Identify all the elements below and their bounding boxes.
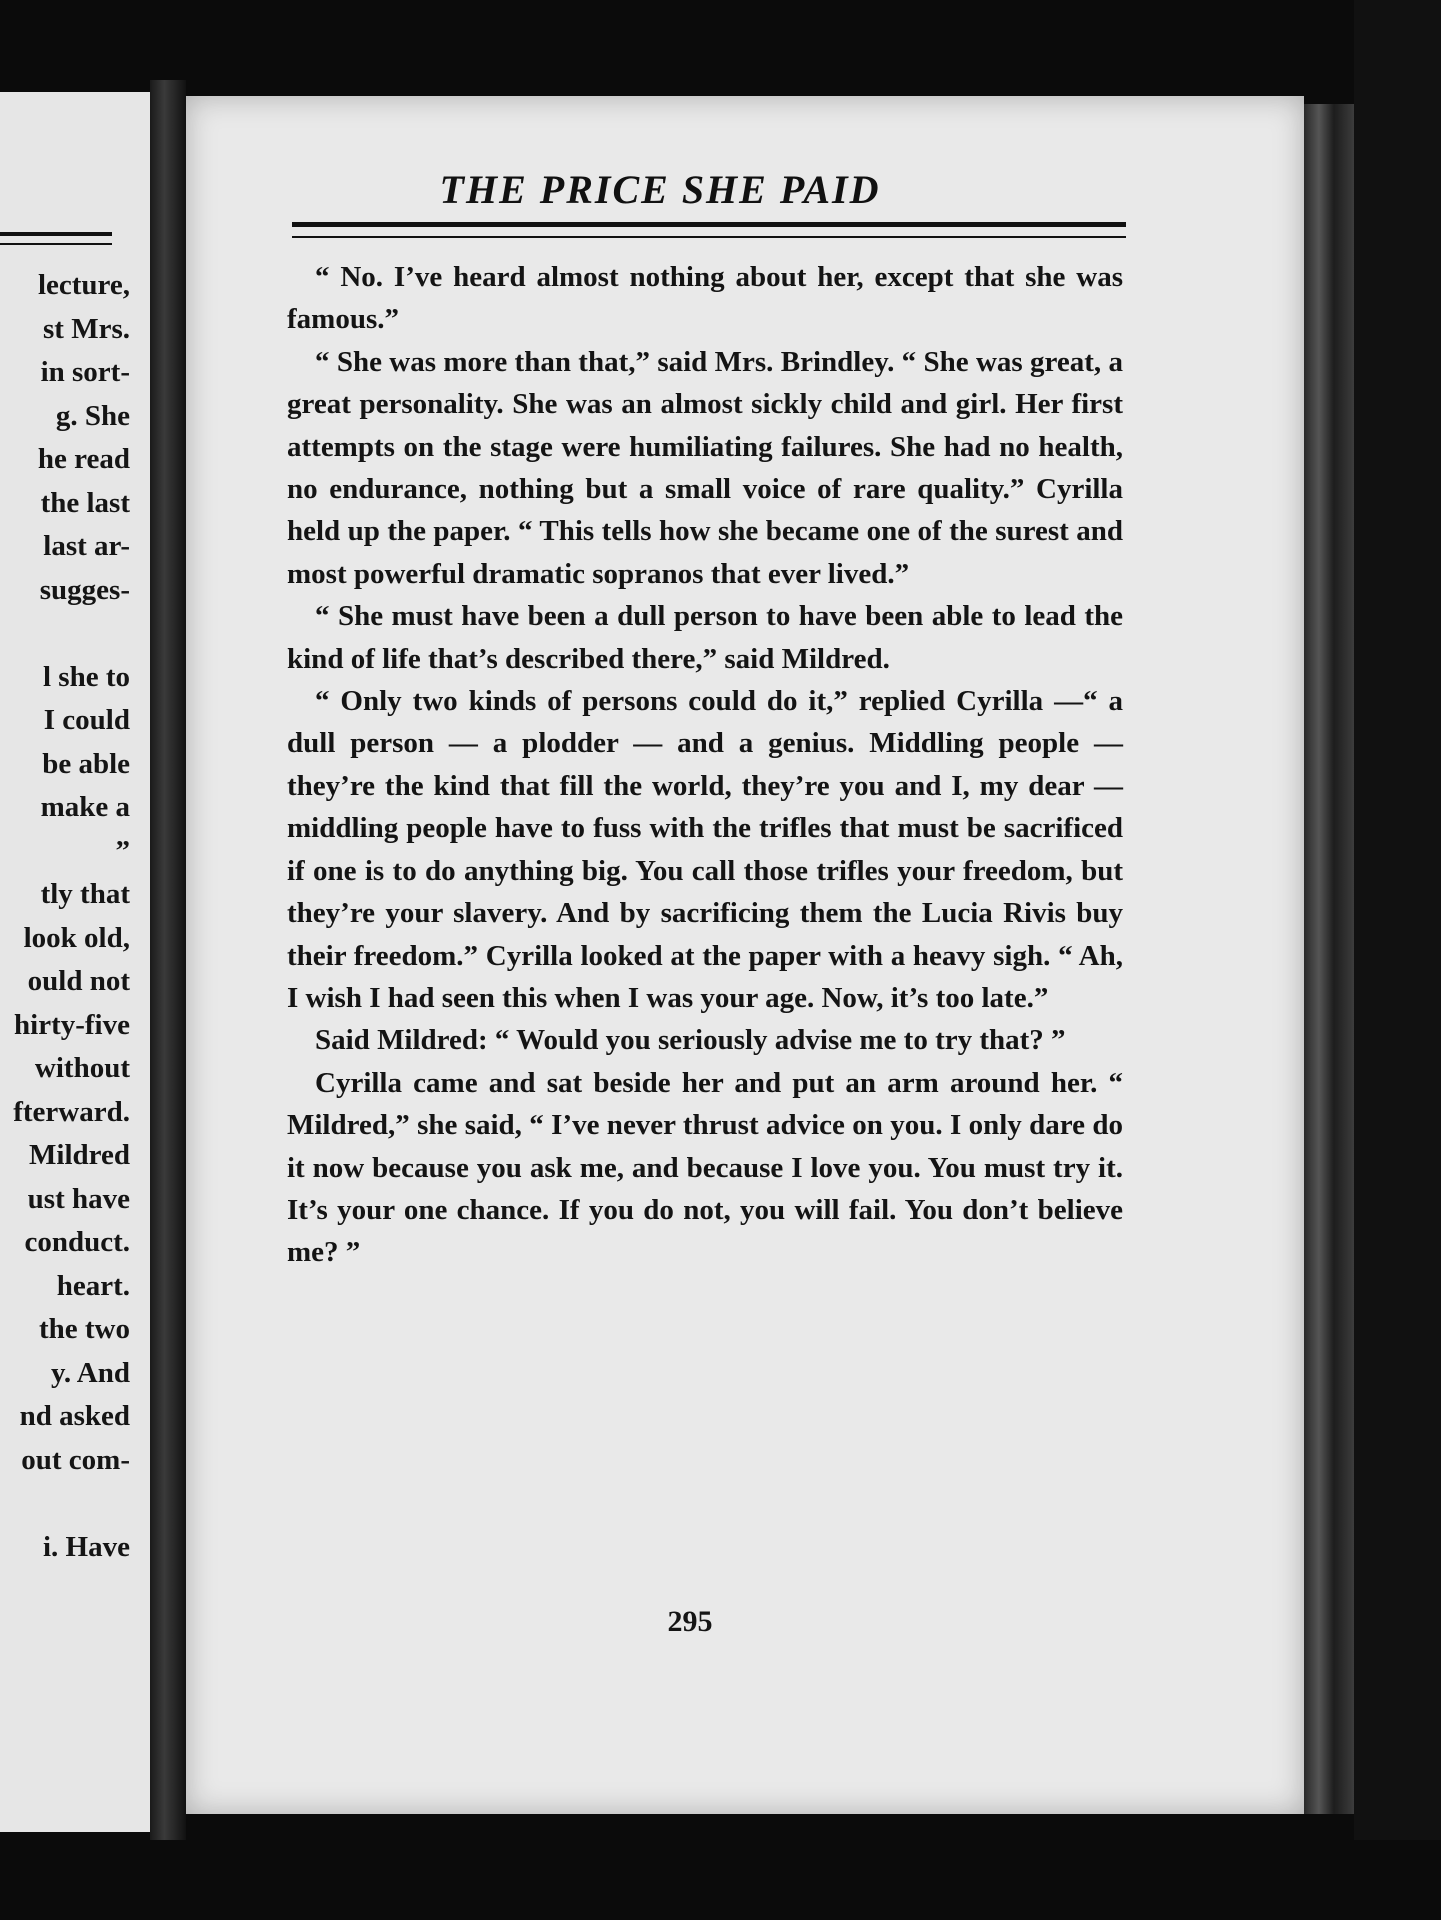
previous-page-line: g. She xyxy=(55,399,130,432)
previous-page-line: nd asked xyxy=(19,1400,130,1432)
paragraph: Said Mildred: “ Would you seriously advise me to try that? ” xyxy=(315,1024,1066,1057)
previous-page-line: lecture, xyxy=(37,269,130,301)
paragraph: Cyrilla came and sat beside her and put an arm around her. “ Mildred,” she said, “ I’ve never thrust advice on you. I only dare do it now because you ask me, and because I love you. You must try it. It’s your one chance. If you do not, you will fail. You don’t believe me? ” xyxy=(287,1066,1123,1269)
previous-page-line: tly that xyxy=(40,878,130,910)
previous-page-line: ” xyxy=(115,834,130,867)
previous-page-line: i. Have xyxy=(43,1530,130,1563)
previous-page-line: make a xyxy=(40,791,130,823)
previous-page-line: l she to xyxy=(43,660,130,693)
previous-page-line: Mildred xyxy=(29,1139,130,1171)
previous-page-line: out com- xyxy=(21,1443,130,1476)
previous-page-line: the last xyxy=(40,486,130,519)
book-gutter xyxy=(150,80,186,1840)
previous-page-line: st Mrs. xyxy=(43,312,130,345)
previous-page-line: look old, xyxy=(23,921,130,954)
page-number: 295 xyxy=(667,1605,713,1638)
bottom-shadow xyxy=(0,1840,1441,1920)
previous-page-line: fterward. xyxy=(13,1095,130,1128)
previous-page-line: he read xyxy=(37,443,130,475)
previous-page-line: I could xyxy=(43,704,130,736)
previous-page-line: ust have xyxy=(27,1182,130,1215)
previous-page-text xyxy=(13,264,130,1569)
previous-page-line: last ar- xyxy=(43,530,130,562)
previous-page-line: the two xyxy=(38,1313,130,1345)
paragraph: “ She was more than that,” said Mrs. Brindley. “ She was great, a great personality. She was an almost sickly child and girl. Her first attempts on the stage were humiliating failures. She had no health, no endurance, nothing but a small voice of rare quality.” Cyrilla held up the paper. “ This tells how she became one of the surest and most powerful dramatic sopranos that ever lived.” xyxy=(287,345,1123,590)
previous-page-line: be able xyxy=(42,747,130,780)
previous-page-line: y. And xyxy=(51,1356,130,1389)
previous-page-rule xyxy=(0,232,112,245)
paragraph: “ No. I’ve heard almost nothing about her, except that she was famous.” xyxy=(287,261,1123,336)
header-rule xyxy=(292,222,1126,238)
binding-shadow xyxy=(1354,0,1441,1920)
running-head: THE PRICE SHE PAID xyxy=(439,167,881,212)
paragraph: “ She must have been a dull person to have been able to lead the kind of life that’s described there,” said Mildred. xyxy=(287,600,1123,675)
previous-page-line: hirty-five xyxy=(14,1008,130,1041)
previous-page-line: heart. xyxy=(56,1269,130,1302)
previous-page-line: without xyxy=(34,1052,130,1084)
previous-page-line: in sort- xyxy=(40,356,130,388)
paragraph: “ Only two kinds of persons could do it,” replied Cyrilla —“ a dull person — a plodder — and a genius. Middling people — they’re the kind that fill the world, they’re you and I, my dear — middling people have to fuss with the trifles that must be sacrificed if one is to do anything big. You call those trifles your freedom, but they’re your slavery. And by sacrificing them the Lucia Rivis buy their freedom.” Cyrilla looked at the paper with a heavy sigh. “ Ah, I wish I had seen this when I was your age. Now, it’s too late.” xyxy=(287,685,1123,1014)
previous-page-line xyxy=(13,1482,130,1526)
previous-page-line: ould not xyxy=(27,965,130,997)
body-text xyxy=(287,256,1123,1274)
previous-page-fragment xyxy=(0,92,156,1832)
previous-page-line: conduct. xyxy=(24,1226,130,1258)
previous-page-line: sugges- xyxy=(39,573,130,606)
page-edge xyxy=(1304,104,1354,1814)
previous-page-line xyxy=(13,612,130,656)
